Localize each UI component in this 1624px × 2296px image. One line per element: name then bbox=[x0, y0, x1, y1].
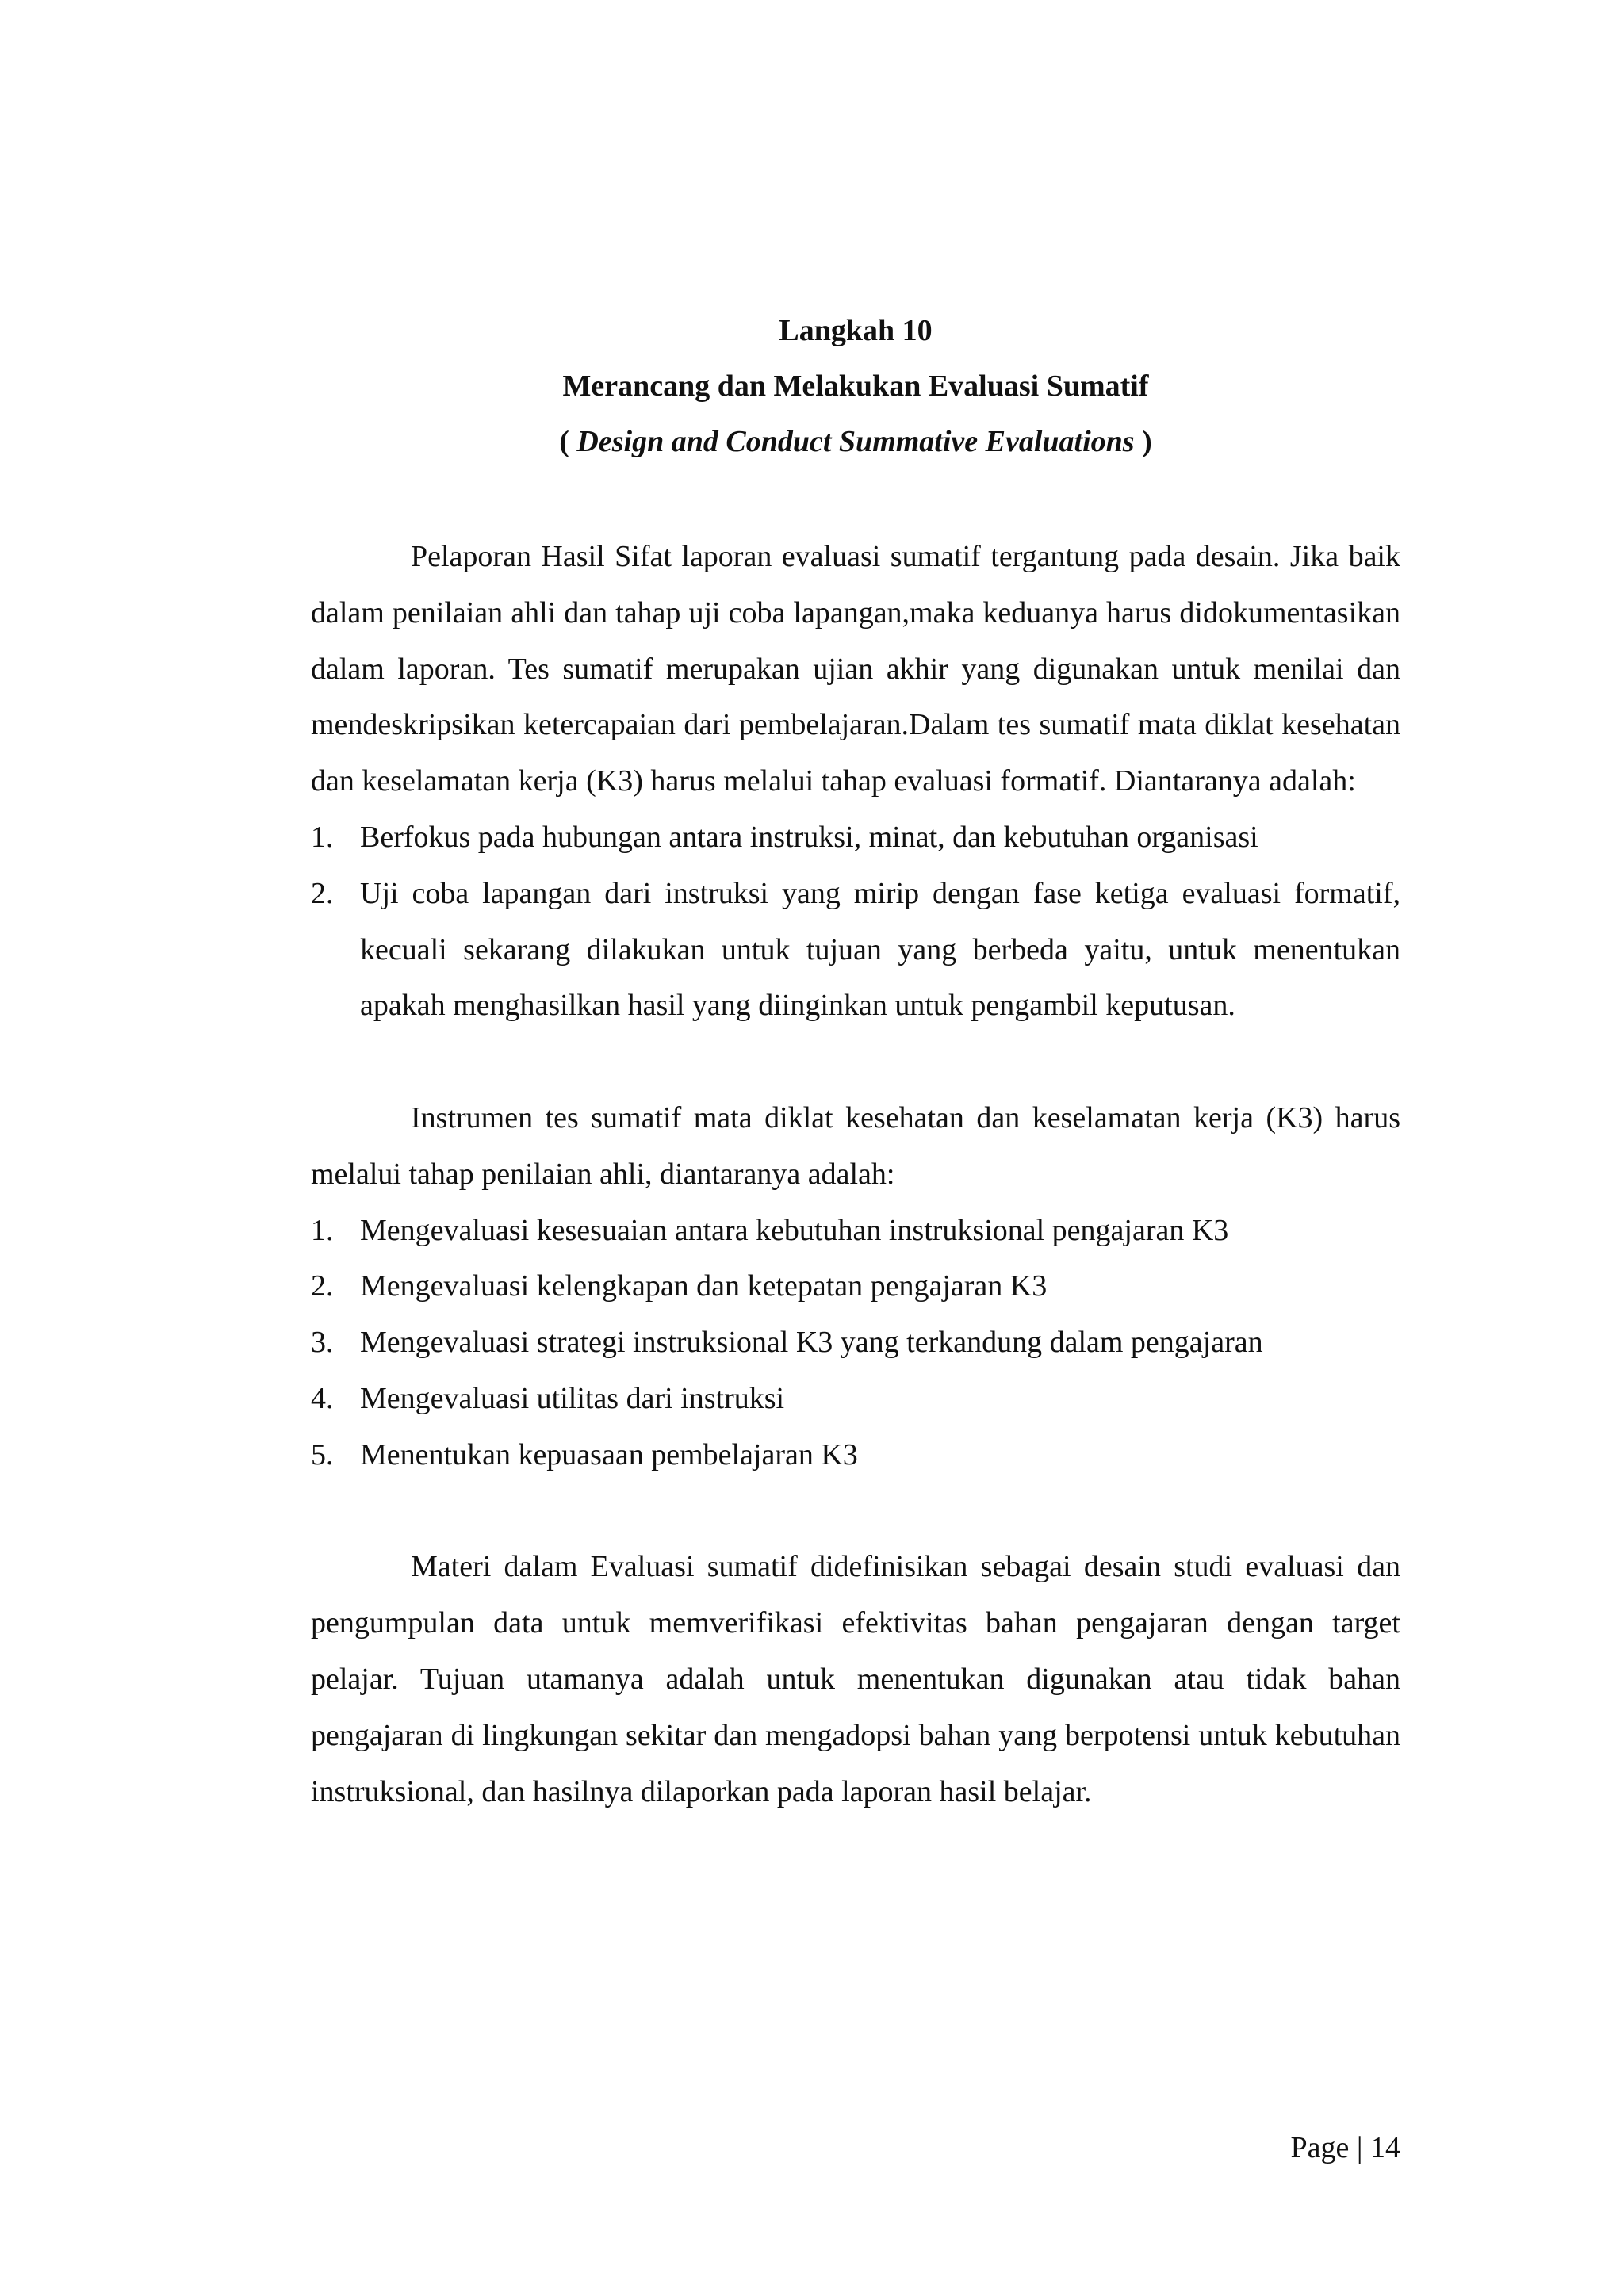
list-item-number: 2. bbox=[311, 876, 334, 910]
list-item bbox=[311, 1371, 1400, 1427]
list-item bbox=[311, 1427, 1400, 1483]
list-item-text: Mengevaluasi strategi instruksional K3 yang terkandung dalam pengajaran bbox=[360, 1326, 1263, 1360]
step-heading: Langkah 10 bbox=[779, 314, 933, 347]
list-item-text: Uji coba lapangan dari instruksi yang mirip dengan fase ketiga evaluasi formatif, kecuali sekarang dilakukan untuk tujuan yang berbeda yaitu, untuk menentukan apakah menghasilkan hasil yang diinginkan untuk pengambil keputusan. bbox=[360, 876, 1400, 1023]
paragraph-instrument: Instrumen tes sumatif mata diklat kesehatan dan keselamatan kerja (K3) harus melalui tahap penilaian ahli, diantaranya adalah: bbox=[311, 1100, 1400, 1191]
list-item-text: Berfokus pada hubungan antara instruksi, minat, dan kebutuhan organisasi bbox=[360, 820, 1258, 854]
chapter-heading bbox=[311, 303, 1400, 469]
list-item-number: 4. bbox=[311, 1381, 334, 1415]
chapter-subtitle bbox=[311, 414, 1400, 469]
list-item-number: 1. bbox=[311, 1213, 334, 1247]
body-content bbox=[311, 529, 1400, 1820]
list-item bbox=[311, 809, 1400, 866]
list-item-number: 5. bbox=[311, 1437, 334, 1471]
paragraph-material: Materi dalam Evaluasi sumatif didefinisikan sebagai desain studi evaluasi dan pengumpulan data untuk memverifikasi efektivitas bahan pengajaran dengan target pelajar. Tujuan utamanya adalah untuk menentukan digunakan atau tidak bahan pengajaran di lingkungan sekitar dan mengadopsi bahan yang berpotensi untuk kebutuhan instruksional, dan hasilnya dilaporkan pada laporan hasil belajar. bbox=[311, 1550, 1400, 1808]
list-item-number: 1. bbox=[311, 820, 334, 854]
list-item-text: Mengevaluasi utilitas dari instruksi bbox=[360, 1381, 785, 1415]
paragraph-reporting: Pelaporan Hasil Sifat laporan evaluasi sumatif tergantung pada desain. Jika baik dalam penilaian ahli dan tahap uji coba lapangan,maka keduanya harus didokumentasikan dalam laporan. Tes sumatif merupakan ujian akhir yang digunakan untuk menilai dan mendeskripsikan ketercapaian dari pembelajaran.Dalam tes sumatif mata diklat kesehatan dan keselamatan kerja (K3) harus melalui tahap evaluasi formatif. Diantaranya adalah: bbox=[311, 540, 1400, 798]
subtitle-close-paren: ) bbox=[1134, 425, 1152, 458]
list-item-text: Mengevaluasi kesesuaian antara kebutuhan instruksional pengajaran K3 bbox=[360, 1213, 1229, 1247]
list-item bbox=[311, 866, 1400, 1034]
expert-review-list bbox=[311, 1203, 1400, 1483]
list-item bbox=[311, 1203, 1400, 1259]
list-item-number: 2. bbox=[311, 1269, 334, 1303]
section-gap bbox=[311, 1483, 1400, 1540]
list-item bbox=[311, 1314, 1400, 1371]
subtitle-english-title: Design and Conduct Summative Evaluations bbox=[576, 425, 1135, 458]
subtitle-open-paren: ( bbox=[559, 425, 577, 458]
list-item-text: Mengevaluasi kelengkapan dan ketepatan pengajaran K3 bbox=[360, 1269, 1048, 1303]
page-number: Page | 14 bbox=[1290, 2131, 1400, 2164]
formative-list bbox=[311, 809, 1400, 1034]
list-item bbox=[311, 1258, 1400, 1314]
section-gap bbox=[311, 1034, 1400, 1090]
list-item-text: Menentukan kepuasaan pembelajaran K3 bbox=[360, 1437, 858, 1471]
list-item-number: 3. bbox=[311, 1326, 334, 1360]
chapter-title: Merancang dan Melakukan Evaluasi Sumatif bbox=[562, 369, 1149, 403]
